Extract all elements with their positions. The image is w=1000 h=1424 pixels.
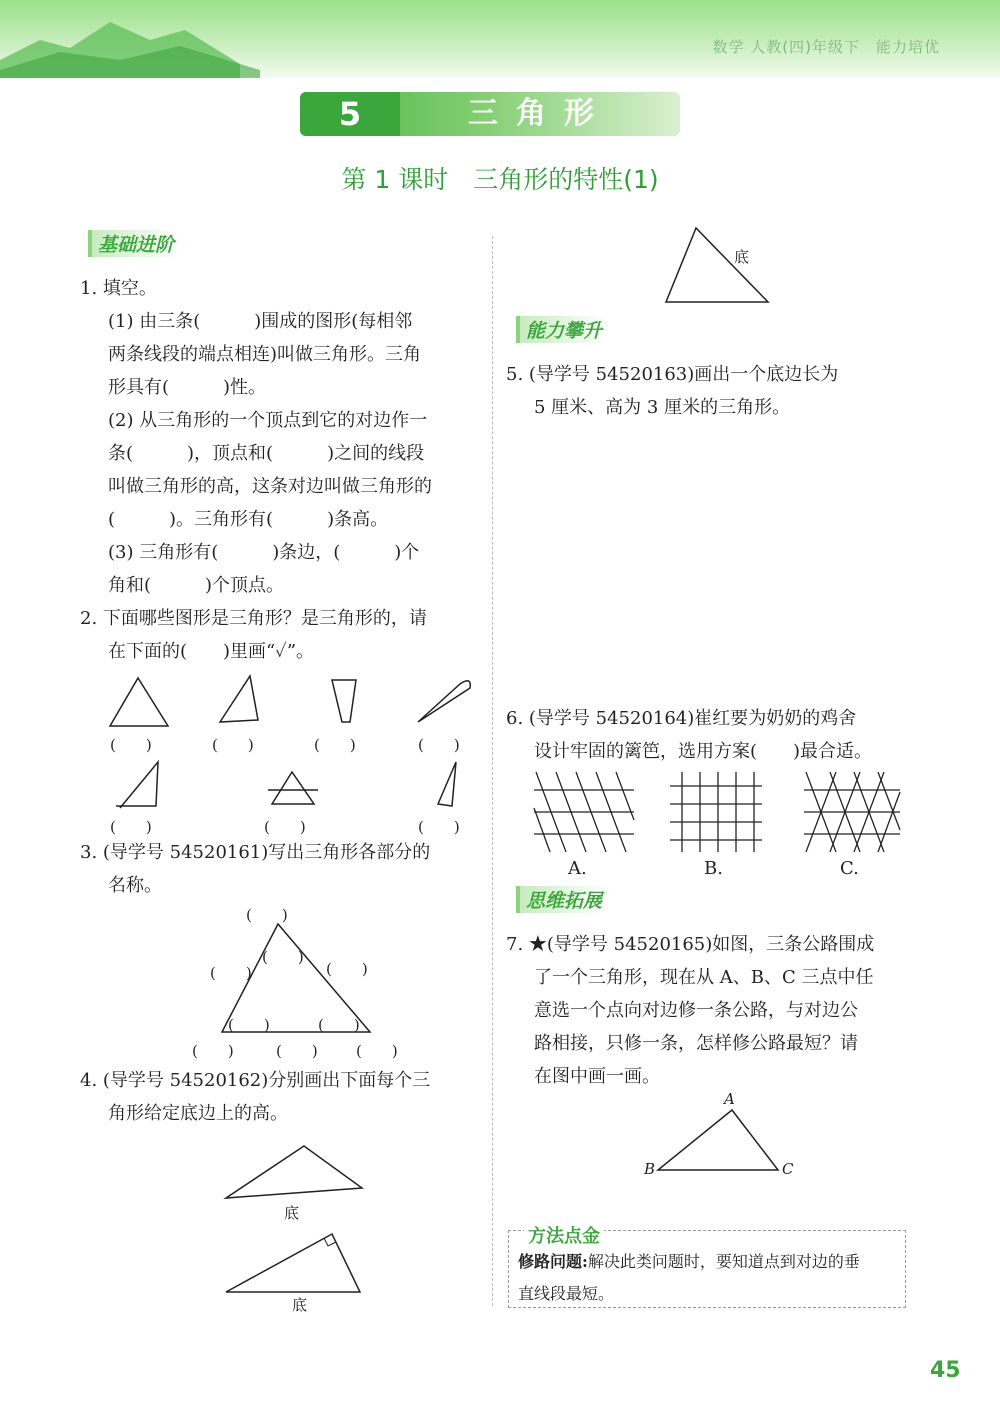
q4-line2: 角形给定底边上的高。 xyxy=(108,1103,288,1124)
lesson-title: 第 1 课时 三角形的特性(1) xyxy=(341,165,659,194)
question-1 xyxy=(80,272,480,602)
unit-number: 5 xyxy=(300,92,400,136)
question-2 xyxy=(80,602,480,668)
q3-answer-bottom-vertex-left[interactable]: ( ) xyxy=(192,1042,234,1060)
q4-base-label-2: 底 xyxy=(292,1296,308,1314)
q2-answer-7[interactable]: ( ) xyxy=(418,818,460,836)
q3-answer-right-angle[interactable]: ( ) xyxy=(318,1016,360,1034)
q7-line4: 路相接，只修一条，怎样修公路最短？请 xyxy=(534,1033,858,1054)
question-5 xyxy=(506,358,906,424)
q1-p1a: (1) 由三条( )围成的图形(每相邻 xyxy=(108,311,413,332)
q5-line2: 5 厘米、高为 3 厘米的三角形。 xyxy=(534,397,791,418)
section-thinking: 思维拓展 xyxy=(516,886,608,913)
question-7 xyxy=(506,928,916,1093)
q6-option-b: B. xyxy=(704,858,723,879)
q3-answer-left-side[interactable]: ( ) xyxy=(210,964,252,982)
q3-answer-left-angle[interactable]: ( ) xyxy=(228,1016,270,1034)
q4-triangle-1 xyxy=(220,1140,380,1202)
unit-title: 三角形 xyxy=(468,96,612,131)
question-3 xyxy=(80,836,490,902)
q3-answer-vertex[interactable]: ( ) xyxy=(246,906,288,924)
q7-road-triangle[interactable] xyxy=(640,1100,800,1180)
q6-line1: 6. (导学号 54520164)崔红要为奶奶的鸡舍 xyxy=(506,708,857,729)
q2-answer-2[interactable]: ( ) xyxy=(212,736,254,754)
method-tag: 方法点金 xyxy=(524,1222,604,1248)
q7-line3: 意选一个点向对边修一条公路，与对边公 xyxy=(534,1000,858,1021)
shape-open xyxy=(116,762,158,808)
q4-base-label-3: 底 xyxy=(734,248,750,266)
q7-line2: 了一个三角形，现在从 A、B、C 三点中任 xyxy=(534,967,874,988)
q2-answer-6[interactable]: ( ) xyxy=(264,818,306,836)
method-label: 修路问题: xyxy=(518,1252,588,1271)
shape-triangle-1 xyxy=(110,678,168,726)
q1-p3a: (3) 三角形有( )条边，( )个 xyxy=(108,542,420,563)
q1-p3b: 角和( )个顶点。 xyxy=(108,575,285,596)
shape-trapezoid xyxy=(332,680,356,722)
shape-triangle-2 xyxy=(220,676,258,722)
q1-head: 1. 填空。 xyxy=(80,278,157,299)
q1-p2b: 条( )，顶点和( )之间的线段 xyxy=(108,443,425,464)
q2-line2: 在下面的( )里画“✓”。 xyxy=(108,641,315,662)
q1-p2a: (2) 从三角形的一个顶点到它的对边作一 xyxy=(108,410,428,431)
q5-drawing-area[interactable] xyxy=(506,430,906,690)
question-4 xyxy=(80,1064,490,1130)
q4-line1: 4. (导学号 54520162)分别画出下面每个三 xyxy=(80,1070,431,1091)
fence-option-c[interactable] xyxy=(804,772,900,852)
q5-line1: 5. (导学号 54520163)画出一个底边长为 xyxy=(506,364,839,385)
q6-line2: 设计牢固的篱笆，选用方案( )最合适。 xyxy=(534,741,873,762)
q2-answer-4[interactable]: ( ) xyxy=(418,736,460,754)
q2-answer-5[interactable]: ( ) xyxy=(110,818,152,836)
column-divider xyxy=(492,236,493,1306)
q4-triangle-3 xyxy=(660,224,780,306)
page-number: 45 xyxy=(930,1358,961,1383)
vertex-c-label: C xyxy=(782,1160,794,1178)
header-subtitle: 数学 人教(四)年级下 能力培优 xyxy=(712,38,940,56)
q1-p2c: 叫做三角形的高，这条对边叫做三角形的 xyxy=(108,476,432,497)
fence-option-a[interactable] xyxy=(534,772,634,852)
q4-triangle-2 xyxy=(220,1226,380,1296)
q6-fence-figures xyxy=(530,768,910,856)
method-text xyxy=(518,1246,898,1310)
q3-answer-bottom-side[interactable]: ( ) xyxy=(276,1042,318,1060)
section-ability: 能力攀升 xyxy=(516,316,608,343)
fence-option-b[interactable] xyxy=(670,772,762,852)
question-6 xyxy=(506,702,916,768)
section-basic: 基础进阶 xyxy=(88,230,180,257)
shape-triangle-3 xyxy=(438,762,456,806)
q1-p1b: 两条线段的端点相连)叫做三角形。三角 xyxy=(108,344,422,365)
q3-line1: 3. (导学号 54520161)写出三角形各部分的 xyxy=(80,842,431,863)
q3-line2: 名称。 xyxy=(108,875,162,896)
method-text-1: 解决此类问题时，要知道点到对边的垂 xyxy=(587,1252,860,1271)
q6-option-c: C. xyxy=(840,858,859,879)
shape-crossed xyxy=(272,772,314,804)
vertex-a-label: A xyxy=(724,1090,735,1108)
q3-answer-bottom-vertex-right[interactable]: ( ) xyxy=(356,1042,398,1060)
q1-p2d: ( )。三角形有( )条高。 xyxy=(108,509,389,530)
q2-line1: 2. 下面哪些图形是三角形？是三角形的，请 xyxy=(80,608,427,629)
q1-p1c: 形具有( )性。 xyxy=(108,377,267,398)
q7-line1: 7. ★(导学号 54520165)如图，三条公路围成 xyxy=(506,934,875,955)
method-text-2: 直线段最短。 xyxy=(518,1284,615,1303)
q7-line5: 在图中画一画。 xyxy=(534,1066,660,1087)
q3-answer-top-angle[interactable]: ( ) xyxy=(262,948,304,966)
q6-option-a: A. xyxy=(568,858,587,879)
shape-curved xyxy=(418,681,470,722)
vertex-b-label: B xyxy=(644,1160,656,1178)
q4-base-label-1: 底 xyxy=(284,1204,300,1222)
q2-answer-1[interactable]: ( ) xyxy=(110,736,152,754)
q3-answer-right-side[interactable]: ( ) xyxy=(326,960,368,978)
q2-answer-3[interactable]: ( ) xyxy=(314,736,356,754)
